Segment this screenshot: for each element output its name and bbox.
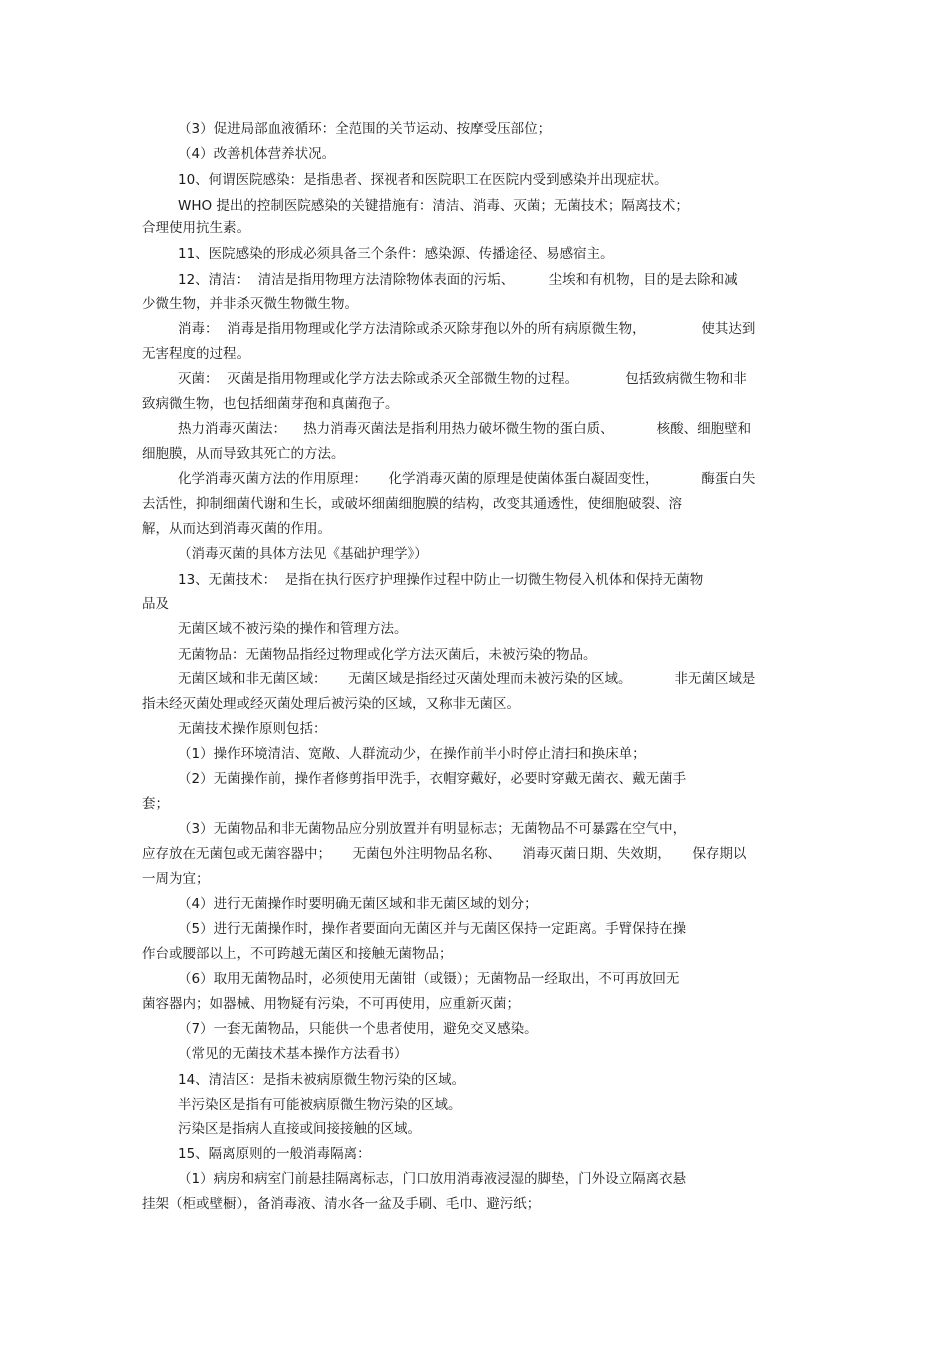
text-line: 指未经灭菌处理或经灭菌处理后被污染的区域，又称非无菌区。 [142,696,520,712]
text-line: 污染区是指病人直接或间接接触的区域。 [178,1121,421,1137]
text-line: 热力消毒灭菌法： 热力消毒灭菌法是指利用热力破坏微生物的蛋白质、 核酸、细胞壁和 [178,421,752,437]
text-line: 致病微生物，也包括细菌芽孢和真菌孢子。 [142,396,399,412]
text-line: （4）改善机体营养状况。 [178,146,336,162]
text-line: 菌容器内；如器械、用物疑有污染，不可再使用，应重新灭菌； [142,996,520,1012]
text-line: 套； [142,796,169,812]
text-line: 应存放在无菌包或无菌容器中； 无菌包外注明物品名称、 消毒灭菌日期、失效期， 保存期以 [142,846,747,862]
text-line: （5）进行无菌操作时，操作者要面向无菌区并与无菌区保持一定距离。手臂保持在操 [178,921,687,937]
text-line: （1）病房和病室门前悬挂隔离标志，门口放用消毒液浸湿的脚垫，门外设立隔离衣悬 [178,1171,687,1187]
text-line: （6）取用无菌物品时，必须使用无菌钳（或镊）；无菌物品一经取出，不可再放回无 [178,971,680,987]
text-line: 灭菌： 灭菌是指用物理或化学方法去除或杀灭全部微生物的过程。 包括致病微生物和非 [178,371,747,387]
text-line: 无菌技术操作原则包括： [178,721,327,737]
text-line: （消毒灭菌的具体方法见《基础护理学》） [178,546,428,562]
text-line: 品及 [142,596,169,612]
text-line: 15、隔离原则的一般消毒隔离： [178,1146,371,1162]
text-line: 少微生物，并非杀灭微生物微生物。 [142,296,358,312]
text-line: 去活性，抑制细菌代谢和生长，或破坏细菌细胞膜的结构，改变其通透性，使细胞破裂、溶 [142,496,682,512]
text-line: 化学消毒灭菌方法的作用原理： 化学消毒灭菌的原理是使菌体蛋白凝固变性， 酶蛋白失 [178,471,756,487]
text-line: 14、清洁区：是指未被病原微生物污染的区域。 [178,1072,466,1088]
text-line: 一周为宜； [142,871,210,887]
text-line: 无菌区域和非无菌区域： 无菌区域是指经过灭菌处理而未被污染的区域。 非无菌区域是 [178,671,756,687]
text-line: 细胞膜，从而导致其死亡的方法。 [142,446,345,462]
text-line: 无害程度的过程。 [142,346,250,362]
text-line: 挂架（柜或壁橱），备消毒液、清水各一盆及手刷、毛巾、避污纸； [142,1196,541,1212]
text-line: 12、清洁： 清洁是指用物理方法清除物体表面的污垢、 尘埃和有机物，目的是去除和减 [178,272,738,288]
text-line: 无菌物品：无菌物品指经过物理或化学方法灭菌后，未被污染的物品。 [178,647,597,663]
text-line: （3）无菌物品和非无菌物品应分别放置并有明显标志；无菌物品不可暴露在空气中， [178,821,687,837]
text-line: （常见的无菌技术基本操作方法看书） [178,1046,408,1062]
text-line: （7）一套无菌物品，只能供一个患者使用，避免交叉感染。 [178,1021,538,1037]
text-line: （1）操作环境清洁、宽敞、人群流动少，在操作前半小时停止清扫和换床单； [178,746,646,762]
text-line: 作台或腰部以上，不可跨越无菌区和接触无菌物品； [142,946,453,962]
text-line: （3）促进局部血液循环：全范围的关节运动、按摩受压部位； [178,121,552,137]
text-line: 11、医院感染的形成必须具备三个条件：感染源、传播途径、易感宿主。 [178,246,614,262]
text-line: （4）进行无菌操作时要明确无菌区域和非无菌区域的划分； [178,896,538,912]
text-line: 10、何谓医院感染：是指患者、探视者和医院职工在医院内受到感染并出现症状。 [178,172,668,188]
text-line: 解，从而达到消毒灭菌的作用。 [142,521,331,537]
text-line: （2）无菌操作前，操作者修剪指甲洗手，衣帽穿戴好，必要时穿戴无菌衣、戴无菌手 [178,771,687,787]
text-line: WHO 提出的控制医院感染的关键措施有：清洁、消毒、灭菌；无菌技术；隔离技术； [178,198,689,214]
text-line: 消毒： 消毒是指用物理或化学方法清除或杀灭除芽孢以外的所有病原微生物， 使其达到 [178,321,756,337]
text-line: 合理使用抗生素。 [142,220,250,236]
text-line: 无菌区域不被污染的操作和管理方法。 [178,621,408,637]
text-line: 13、无菌技术： 是指在执行医疗护理操作过程中防止一切微生物侵入机体和保持无菌物 [178,572,704,588]
text-line: 半污染区是指有可能被病原微生物污染的区域。 [178,1097,462,1113]
